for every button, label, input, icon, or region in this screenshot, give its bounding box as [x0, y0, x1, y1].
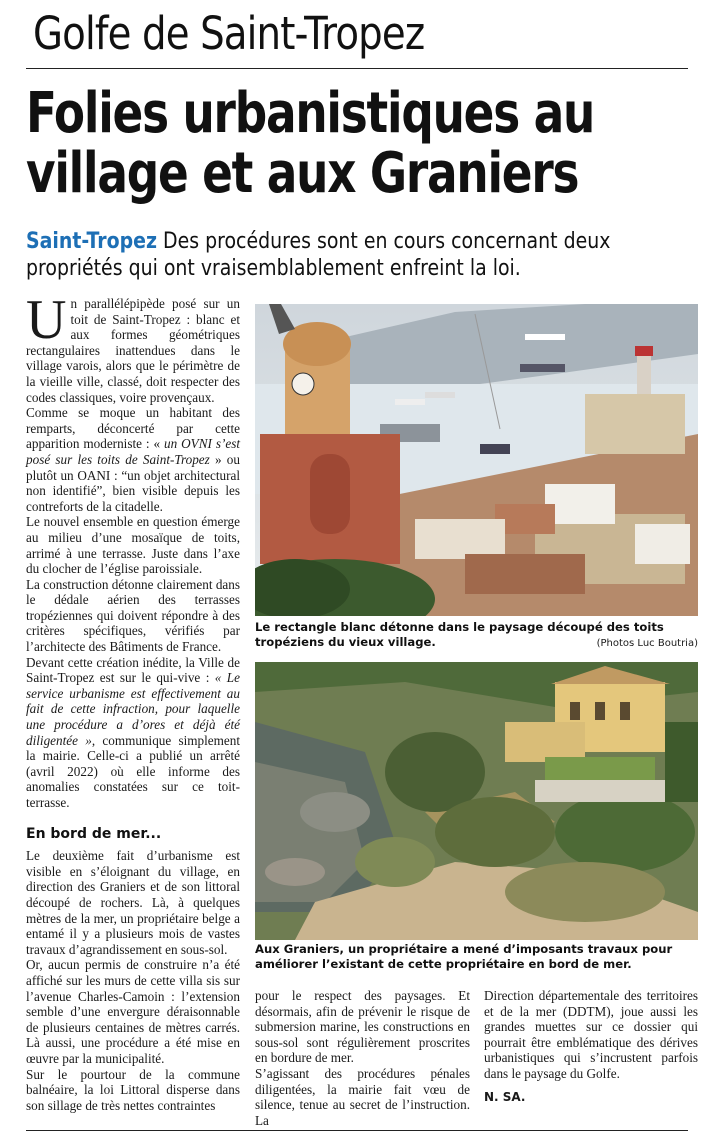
paragraph-5	[26, 655, 240, 811]
header-rule	[26, 68, 688, 69]
footer-rule	[26, 1130, 688, 1131]
paragraph-3: Le nouvel ensemble en question émerge au milieu d’une mosaïque de toits, arrimé à une terrasse. Juste dans l’axe du clocher de l’église paroissiale.	[26, 514, 240, 577]
paragraph-2	[26, 405, 240, 514]
dropcap: U	[26, 289, 67, 351]
deck-text: Des procédures sont en cours concernant deux propriétés qui ont vraisemblablement enfreint la loi.	[26, 229, 611, 281]
paragraph-9: pour le respect des paysages. Et désormais, afin de prévenir le risque de submersion marine, les constructions en sous-sol sont régulièrement proscrites en bordure de mer.	[255, 988, 470, 1066]
photo-rooftops-caption: Le rectangle blanc détonne dans le paysage découpé des toits tropéziens du vieux village.	[255, 620, 664, 649]
section-title: Golfe de Saint-Tropez	[33, 7, 425, 60]
paragraph-7: Or, aucun permis de construire n’a été affiché sur les murs de cette villa sis sur l’avenue Charles-Camoin : l’extension semble d’une envergure déraisonnable de plusieurs centaines de mètres carrés. Là aussi, une procédure a été mise en œuvre par la municipalité.	[26, 957, 240, 1066]
paragraph-4: La construction détonne clairement dans le dédale aérien des terrasses tropéziennes qui doivent répondre à des critères spécifiques, vérifiés par l’architecte des Bâtiments de France.	[26, 576, 240, 655]
headline: Folies urbanistiques au village et aux Graniers	[26, 81, 595, 206]
paragraph-8: Sur le pourtour de la commune balnéaire, la loi Littoral disperse dans son sillage de très nettes contraintes	[26, 1066, 240, 1113]
deck-kicker: Saint-Tropez	[26, 229, 158, 254]
deck	[26, 228, 680, 282]
article-column-1	[26, 289, 241, 1113]
paragraph-1	[26, 289, 240, 405]
paragraph-10: S’agissant des procédures pénales diligentées, la mairie fait vœu de silence, tenue au secret de l’instruction. La	[255, 1065, 470, 1128]
paragraph-2-text-b: » ou plutôt un OANI : “un objet architectural non identifié”, bien visible depuis les contreforts de la citadelle.	[26, 451, 240, 514]
paragraph-1-text: n parallélépipède posé sur un toit de Saint-Tropez : blanc et aux formes géométriques rectangulaires inattendues dans le village varois, alors que le périmètre de la vieille ville, classé, doit respecter des codes classiques, voire provençaux.	[26, 296, 240, 405]
author-signature: N. SA.	[484, 1089, 526, 1104]
paragraph-11: Direction départementale des territoires et de la mer (DDTM), joue aussi les grandes muettes sur ce dossier qui pourrait être emblématique des dérives urbanistiques qui s’incrustent parfois dans le paysage du Golfe.	[484, 988, 698, 1081]
photo-graniers-caption: Aux Graniers, un propriétaire a mené d’imposants travaux pour améliorer l’existant de cette propriétaire en bord de mer.	[255, 942, 673, 971]
photo-credit: (Photos Luc Boutria)	[596, 638, 698, 649]
photo-rooftops-image	[255, 304, 698, 616]
article-column-3	[484, 988, 698, 1105]
photo-rooftops	[255, 304, 698, 616]
paragraph-6: Le deuxième fait d’urbanisme est visible en s’éloignant du village, en direction des Graniers et de son littoral découpé de rochers. Là, à quelques mètres de la mer, un propriétaire belge a entamé il y a plusieurs mois de vastes travaux d’agrandissement en sous-sol.	[26, 848, 240, 957]
photo-graniers	[255, 662, 698, 940]
paragraph-5-text-b: , communique simplement la mairie. Celle-ci a publié un arrêté (avril 2022) où elle informe des anomalies constatées sur ce toit-terrasse.	[26, 732, 241, 810]
article-column-2	[255, 988, 470, 1128]
paragraph-5-text-a: Devant cette création inédite, la Ville de Saint-Tropez est sur le qui-vive :	[26, 654, 240, 686]
quote-ovni: un OVNI s’est posé sur les toits de Saint-Tropez	[26, 436, 240, 467]
quote-mairie: « Le service urbanisme est effectivement au fait de cette infraction, pour laquelle une procédure a d’ores et déjà été diligentée »	[26, 670, 240, 748]
photo-graniers-image	[255, 662, 698, 940]
subheading: En bord de mer...	[26, 825, 162, 842]
paragraph-2-text-a: Comme se moque un habitant des remparts, déconcerté par cette apparition moderniste : «	[26, 405, 240, 452]
